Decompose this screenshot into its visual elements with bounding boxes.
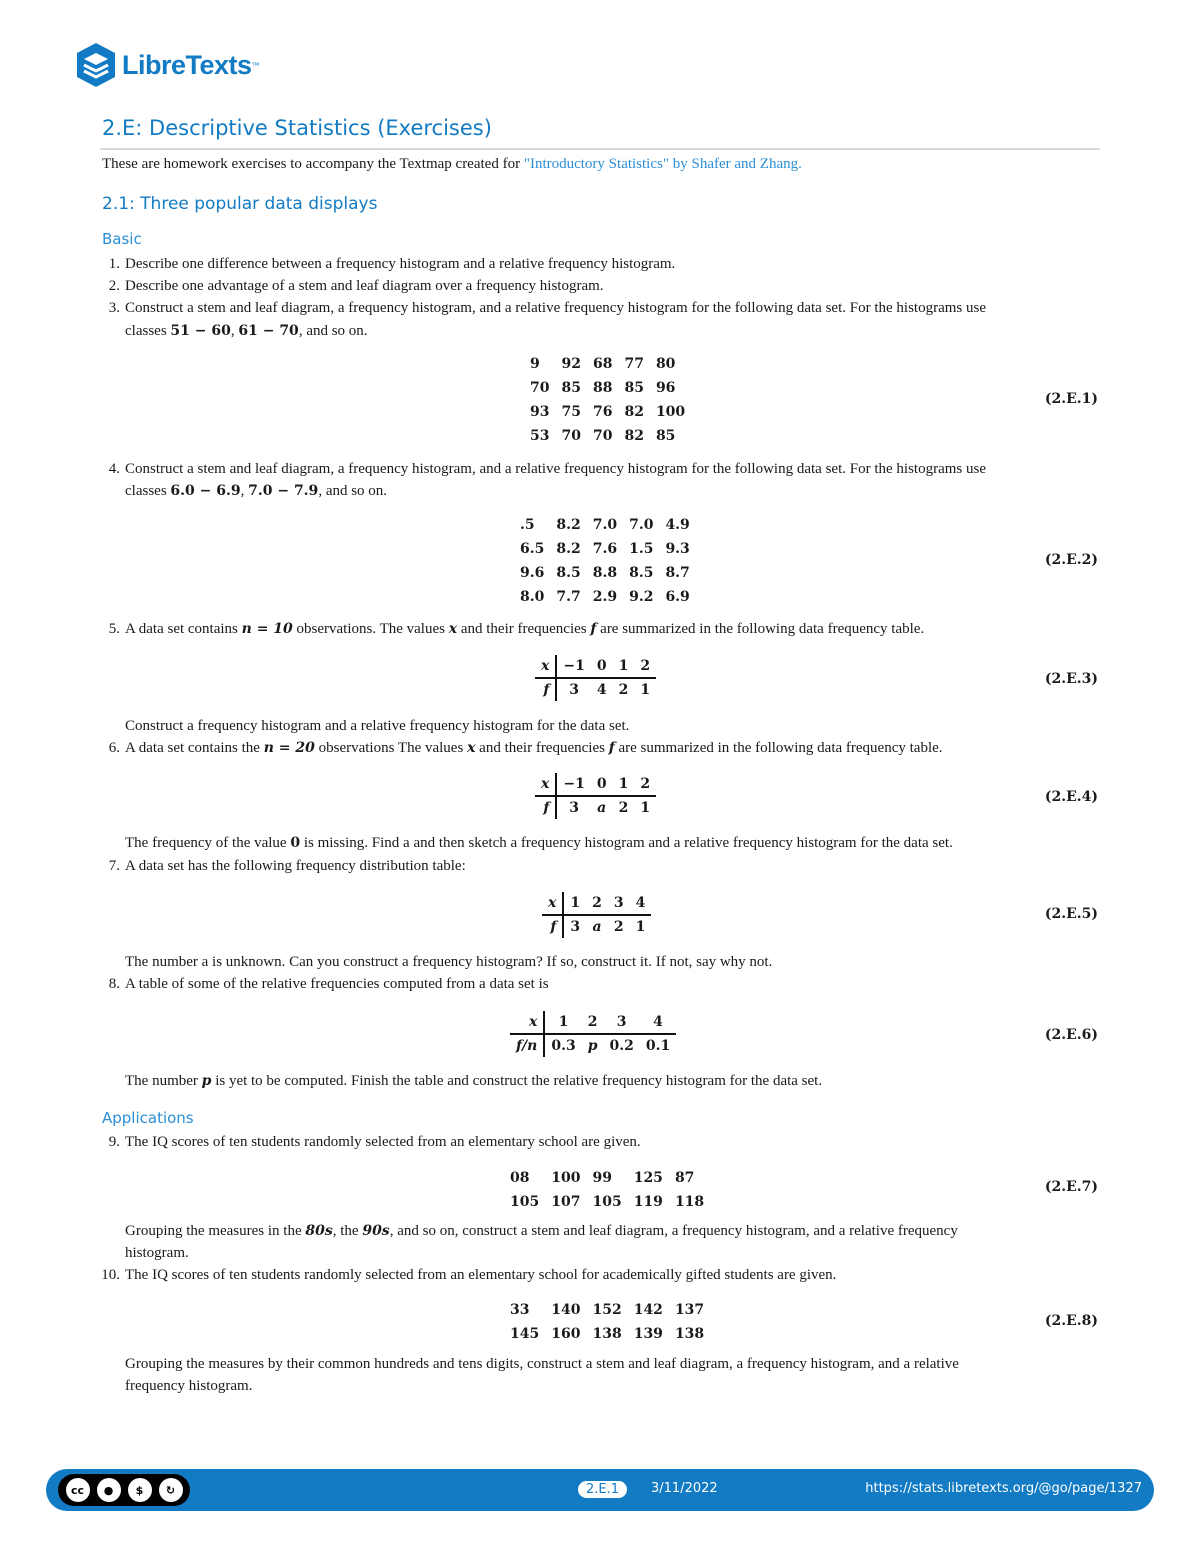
data-cell: 08: [510, 1170, 530, 1186]
table-cell: 0.2: [609, 1038, 634, 1054]
table-cell: 3: [569, 800, 579, 816]
data-cell: 100: [551, 1170, 581, 1186]
data-row: [504, 1190, 710, 1214]
subsection-basic: Basic: [102, 230, 142, 248]
data-cell: 70: [561, 428, 581, 444]
item-number: 2.: [108, 278, 120, 294]
data-cell: 139: [633, 1326, 663, 1342]
table-cell: 3: [608, 892, 630, 915]
data-cell: 2.9: [592, 589, 618, 605]
by-icon: ●: [97, 1478, 121, 1502]
data-cell: 8.8: [592, 565, 618, 581]
page-title: 2.E: Descriptive Statistics (Exercises): [102, 116, 492, 140]
question-4-line-2: [125, 483, 387, 500]
data-row: [514, 513, 696, 537]
table-cell: a: [597, 800, 607, 816]
data-cell: 8.7: [665, 565, 690, 581]
table-row: [542, 915, 651, 938]
math-variable: x: [467, 740, 476, 756]
table-cell: 1: [635, 919, 646, 935]
table-cell: 1: [613, 655, 635, 678]
table-header: f/n: [510, 1034, 544, 1057]
math-expression: n = 20: [263, 740, 315, 756]
data-cell: 8.2: [556, 517, 581, 533]
item-number: 5.: [108, 621, 120, 637]
text: classes: [125, 483, 171, 499]
class-range: 51 − 60: [170, 323, 231, 339]
math-expression: n = 10: [241, 621, 293, 637]
data-cell: 85: [655, 428, 676, 444]
data-row: [524, 424, 691, 448]
data-cell: 80: [655, 356, 676, 372]
table-cell: 2: [634, 773, 656, 796]
frequency-table-4: [535, 773, 656, 819]
data-cell: 8.5: [556, 565, 581, 581]
data-cell: 68: [592, 356, 613, 372]
text: observations. The values: [292, 621, 449, 637]
footer-url-link[interactable]: https://stats.libretexts.org/@go/page/1327: [865, 1481, 1142, 1496]
math-variable: x: [448, 621, 458, 637]
text: The number: [125, 1073, 202, 1089]
table-cell: 1: [613, 773, 635, 796]
page-number-badge: 2.E.1: [578, 1481, 627, 1498]
data-cell: 6.9: [665, 589, 690, 605]
equation-number: (2.E.8): [1044, 1313, 1098, 1329]
table-cell: 3: [569, 682, 579, 698]
table-header: x: [510, 1011, 544, 1034]
question-6-followup: [125, 835, 953, 852]
data-cell: 8.5: [629, 565, 654, 581]
frequency-table-5: [542, 892, 651, 938]
data-row: [524, 352, 691, 376]
table-row: [535, 678, 656, 701]
data-cell: 70: [592, 428, 613, 444]
equation-number: (2.E.6): [1044, 1027, 1098, 1043]
data-cell: 137: [674, 1302, 705, 1318]
text: A data set contains: [125, 621, 242, 637]
equation-number: (2.E.3): [1044, 671, 1098, 687]
text: , and so on, construct a stem and leaf diagram, a frequency histogram, and a relative frequency: [389, 1223, 958, 1239]
table-row: [510, 1011, 676, 1034]
data-cell: 82: [624, 404, 644, 420]
table-cell: 2: [613, 919, 624, 935]
equation-number: (2.E.5): [1044, 906, 1098, 922]
question-5-followup: Construct a frequency histogram and a relative frequency histogram for the data set.: [125, 718, 630, 734]
data-cell: 9.2: [629, 589, 654, 605]
data-row: [514, 585, 696, 609]
data-cell: 7.0: [629, 517, 654, 533]
data-cell: 152: [592, 1302, 622, 1318]
data-cell: 105: [592, 1194, 622, 1210]
data-cell: 33: [510, 1302, 530, 1318]
data-cell: 99: [592, 1170, 612, 1186]
table-header: f: [535, 678, 556, 701]
question-8: A table of some of the relative frequencies computed from a data set is: [125, 976, 549, 992]
text: are summarized in the following data frequency table.: [614, 740, 943, 756]
frequency-table-3: [535, 655, 656, 701]
item-number: 4.: [108, 461, 120, 477]
intro-text: [102, 156, 802, 173]
text: , and so on.: [318, 483, 388, 499]
text: are summarized in the following data frequency table.: [596, 621, 925, 637]
table-cell: 1: [544, 1011, 581, 1034]
data-row: [504, 1298, 710, 1322]
data-row: [524, 376, 691, 400]
question-2: Describe one advantage of a stem and leaf diagram over a frequency histogram.: [125, 278, 604, 294]
math-variable: p: [201, 1073, 212, 1089]
data-cell: 1.5: [629, 541, 654, 557]
table-cell: −1: [556, 773, 590, 796]
data-cell: 138: [674, 1326, 705, 1342]
data-cell: 8.0: [520, 589, 545, 605]
data-cell: .5: [520, 517, 535, 533]
data-cell: 87: [674, 1170, 695, 1186]
data-cell: 105: [510, 1194, 540, 1210]
question-3-line-1: Construct a stem and leaf diagram, a frequency histogram, and a relative frequency histogram for the following data set. For the histograms use: [125, 300, 986, 316]
data-cell: 145: [510, 1326, 540, 1342]
data-cell: 9.3: [665, 541, 690, 557]
table-header: x: [535, 655, 556, 678]
logo-text: LibreTexts: [122, 49, 252, 80]
table-header: x: [542, 892, 563, 915]
item-number: 8.: [108, 976, 120, 992]
question-5: [125, 621, 924, 638]
text: and their frequencies: [457, 621, 591, 637]
equation-number: (2.E.1): [1044, 391, 1098, 407]
data-cell: 125: [633, 1170, 663, 1186]
data-cell: 100: [655, 404, 686, 420]
table-header: x: [535, 773, 556, 796]
question-8-followup: [125, 1073, 822, 1090]
question-10-followup-line-2: frequency histogram.: [125, 1378, 253, 1394]
table-row: [535, 773, 656, 796]
data-cell: 160: [551, 1326, 581, 1342]
table-cell: 0.1: [645, 1038, 671, 1054]
text: The frequency of the value: [125, 835, 291, 851]
table-cell: 2: [618, 682, 629, 698]
sa-icon: ↻: [159, 1478, 183, 1502]
question-6: [125, 740, 943, 757]
data-cell: 77: [624, 356, 644, 372]
question-7-followup: The number a is unknown. Can you construct a frequency histogram? If so, construct it. If not, say why not.: [125, 954, 773, 970]
data-cell: 118: [674, 1194, 705, 1210]
table-cell: a: [592, 919, 602, 935]
logo-trademark: ™: [251, 60, 260, 70]
data-cell: 4.9: [665, 517, 690, 533]
table-cell: 1: [640, 682, 651, 698]
math-expression: 90s: [362, 1223, 390, 1239]
question-4-line-1: Construct a stem and leaf diagram, a frequency histogram, and a relative frequency histogram for the following data set. For the histograms use: [125, 461, 986, 477]
item-number: 3.: [108, 300, 120, 316]
data-cell: 119: [633, 1194, 663, 1210]
equation-number: (2.E.4): [1044, 789, 1098, 805]
data-cell: 9: [530, 356, 540, 372]
footer-date: 3/11/2022: [651, 1481, 718, 1496]
text: is missing. Find a and then sketch a frequency histogram and a relative frequency histogram for the data set.: [300, 835, 953, 851]
page-footer: [46, 1469, 1154, 1511]
table-cell: 2: [586, 892, 608, 915]
libretexts-logo[interactable]: [74, 40, 260, 90]
table-cell: 2: [618, 800, 629, 816]
text: A data set contains the: [125, 740, 264, 756]
data-cell: 88: [592, 380, 613, 396]
item-number: 10.: [101, 1267, 120, 1283]
text: ,: [230, 323, 239, 339]
data-cell: 140: [551, 1302, 581, 1318]
question-9-followup-line-2: histogram.: [125, 1245, 189, 1261]
data-cell: 93: [530, 404, 550, 420]
question-10-followup-line-1: Grouping the measures by their common hundreds and tens digits, construct a stem and leaf diagram, a frequency histogram, and a relative: [125, 1356, 959, 1372]
item-number: 9.: [108, 1134, 120, 1150]
table-cell: −1: [556, 655, 590, 678]
section-heading: 2.1: Three popular data displays: [102, 194, 378, 214]
class-range: 61 − 70: [238, 323, 299, 339]
cc-icon: cc: [66, 1478, 90, 1502]
table-cell: 1: [640, 800, 651, 816]
data-cell: 107: [551, 1194, 581, 1210]
question-9: The IQ scores of ten students randomly selected from an elementary school are given.: [125, 1134, 641, 1150]
text: , the: [332, 1223, 363, 1239]
data-cell: 85: [561, 380, 581, 396]
intro-body: These are homework exercises to accompany the Textmap created for: [102, 156, 524, 172]
table-cell: 3: [603, 1011, 639, 1034]
data-cell: 96: [655, 380, 676, 396]
table-cell: 2: [634, 655, 656, 678]
table-cell: p: [587, 1038, 598, 1054]
data-cell: 53: [530, 428, 550, 444]
text: , and so on.: [298, 323, 368, 339]
data-cell: 92: [561, 356, 581, 372]
cc-license-badge[interactable]: [58, 1474, 190, 1506]
question-1: Describe one difference between a frequency histogram and a relative frequency histogram.: [125, 256, 676, 272]
nc-icon: $: [128, 1478, 152, 1502]
table-cell: 4: [640, 1011, 676, 1034]
data-set-1: [524, 352, 691, 448]
equation-number: (2.E.2): [1044, 552, 1098, 568]
text: is yet to be computed. Finish the table and construct the relative frequency histogram for the data set.: [211, 1073, 823, 1089]
data-row: [524, 400, 691, 424]
table-row: [535, 655, 656, 678]
table-cell: 4: [630, 892, 652, 915]
data-cell: 6.5: [520, 541, 545, 557]
data-row: [504, 1166, 710, 1190]
text: Grouping the measures in the: [125, 1223, 306, 1239]
text: and their frequencies: [475, 740, 609, 756]
data-cell: 138: [592, 1326, 622, 1342]
title-divider: [100, 148, 1100, 150]
table-row: [542, 892, 651, 915]
data-cell: 82: [624, 428, 644, 444]
data-cell: 7.0: [592, 517, 618, 533]
text: classes: [125, 323, 171, 339]
table-cell: 0: [591, 773, 613, 796]
relative-frequency-table-6: [510, 1011, 676, 1057]
data-cell: 75: [561, 404, 581, 420]
table-cell: 0: [591, 655, 613, 678]
math-variable: f: [590, 621, 597, 637]
data-cell: 9.6: [520, 565, 545, 581]
data-cell: 85: [624, 380, 644, 396]
data-cell: 142: [633, 1302, 663, 1318]
equation-number: (2.E.7): [1044, 1179, 1098, 1195]
data-cell: 76: [592, 404, 613, 420]
data-set-7: [504, 1166, 710, 1214]
data-cell: 7.7: [556, 589, 581, 605]
libretexts-book-icon: [74, 41, 118, 89]
table-row: [510, 1034, 676, 1057]
math-value: 0: [290, 835, 301, 851]
class-range: 6.0 − 6.9: [170, 483, 241, 499]
data-row: [504, 1322, 710, 1346]
table-row: [535, 796, 656, 819]
question-3-line-2: [125, 323, 368, 340]
data-row: [514, 537, 696, 561]
table-cell: 4: [596, 682, 607, 698]
table-cell: 2: [582, 1011, 604, 1034]
item-number: 6.: [108, 740, 120, 756]
math-variable: f: [608, 740, 615, 756]
table-header: f: [535, 796, 556, 819]
item-number: 1.: [108, 256, 120, 272]
question-10: The IQ scores of ten students randomly selected from an elementary school for academically gifted students are given.: [125, 1267, 837, 1283]
class-range: 7.0 − 7.9: [248, 483, 319, 499]
data-cell: 8.2: [556, 541, 581, 557]
question-9-followup-line-1: [125, 1223, 958, 1240]
math-expression: 80s: [305, 1223, 333, 1239]
data-cell: 70: [530, 380, 550, 396]
item-number: 7.: [108, 858, 120, 874]
data-set-2: [514, 513, 696, 609]
table-cell: 0.3: [551, 1038, 576, 1054]
table-header: f: [542, 915, 563, 938]
question-7: A data set has the following frequency distribution table:: [125, 858, 466, 874]
data-cell: 7.6: [592, 541, 618, 557]
subsection-applications: Applications: [102, 1109, 194, 1127]
textmap-link[interactable]: "Introductory Statistics" by Shafer and Zhang.: [523, 156, 802, 172]
text: observations The values: [314, 740, 468, 756]
table-cell: 1: [563, 892, 586, 915]
text: ,: [240, 483, 249, 499]
data-set-8: [504, 1298, 710, 1346]
data-row: [514, 561, 696, 585]
table-cell: 3: [570, 919, 581, 935]
